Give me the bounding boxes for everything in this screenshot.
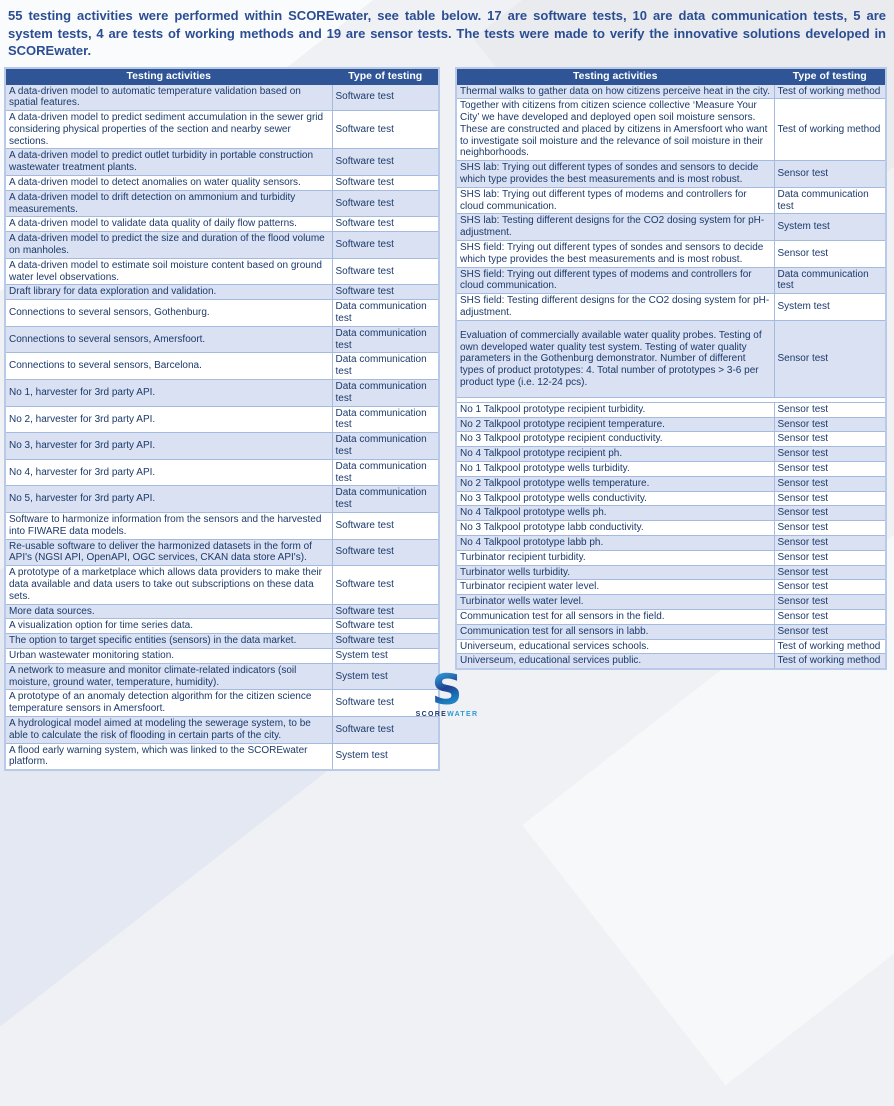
activity-cell: SHS field: Trying out different types of sondes and sensors to decide which type provides the best measurements and is most robust. — [456, 241, 774, 268]
activity-cell: Connections to several sensors, Gothenburg. — [5, 300, 332, 327]
type-cell: Sensor test — [774, 506, 886, 521]
svg-text:S: S — [431, 665, 463, 714]
column-header-type: Type of testing — [774, 68, 886, 85]
type-cell: Sensor test — [774, 447, 886, 462]
type-cell: Sensor test — [774, 595, 886, 610]
type-cell: Test of working method — [774, 654, 886, 669]
table-row — [5, 459, 439, 486]
type-cell: Sensor test — [774, 241, 886, 268]
activity-cell: Together with citizens from citizen science collective ‘Measure Your City’ we have developed and deployed open soil moisture sensors. These are constructed and placed by citizens in Amersfoort who want to investigate soil moisture and the relevance of soil moisture in their neighborhoods. — [456, 99, 774, 161]
activity-cell: A data-driven model to predict sediment accumulation in the sewer grid considering physical properties of the section and nearby sewer sections. — [5, 111, 332, 149]
type-cell: Sensor test — [774, 580, 886, 595]
type-cell: Software test — [332, 634, 439, 649]
type-cell: Software test — [332, 690, 439, 717]
table-row — [456, 402, 886, 417]
activity-cell: No 1, harvester for 3rd party API. — [5, 380, 332, 407]
activity-cell: No 1 Talkpool prototype recipient turbidity. — [456, 402, 774, 417]
activity-cell: SHS lab: Trying out different types of modems and controllers for cloud communication. — [456, 187, 774, 214]
table-header-row — [456, 68, 886, 85]
table-row — [5, 84, 439, 111]
type-cell: Data communication test — [332, 486, 439, 513]
type-cell: Software test — [332, 285, 439, 300]
activity-cell: A data-driven model to estimate soil moisture content based on ground water level observations. — [5, 258, 332, 285]
type-cell: Sensor test — [774, 462, 886, 477]
table-row — [456, 595, 886, 610]
activity-cell: Universeum, educational services schools. — [456, 639, 774, 654]
column-header-type: Type of testing — [332, 68, 439, 85]
activity-cell: Software to harmonize information from the sensors and the harvested into FIWARE data models. — [5, 513, 332, 540]
activity-cell: SHS field: Testing different designs for the CO2 dosing system for pH-adjustment. — [456, 294, 774, 321]
table-row — [5, 380, 439, 407]
type-cell: Software test — [332, 149, 439, 176]
type-cell: Software test — [332, 176, 439, 191]
table-row — [456, 267, 886, 294]
activity-cell: Connections to several sensors, Amersfoort. — [5, 326, 332, 353]
type-cell: Software test — [332, 716, 439, 743]
type-cell: Test of working method — [774, 99, 886, 161]
type-cell: Software test — [332, 232, 439, 259]
activity-cell: A network to measure and monitor climate-related indicators (soil moisture, ground water, temperature, humidity). — [5, 663, 332, 690]
activity-cell: No 3, harvester for 3rd party API. — [5, 433, 332, 460]
table-row — [5, 566, 439, 604]
activity-cell: No 4, harvester for 3rd party API. — [5, 459, 332, 486]
column-header-activities: Testing activities — [456, 68, 774, 85]
type-cell: Sensor test — [774, 402, 886, 417]
type-cell: Data communication test — [332, 433, 439, 460]
activity-cell: Re-usable software to deliver the harmonized datasets in the form of API's (NGSI API, OpenAPI, OGC services, CKAN data store API's). — [5, 539, 332, 566]
table-row — [5, 149, 439, 176]
type-cell: Software test — [332, 258, 439, 285]
table-row — [5, 285, 439, 300]
activity-cell: No 3 Talkpool prototype labb conductivity. — [456, 521, 774, 536]
table-row — [456, 320, 886, 397]
table-row — [5, 232, 439, 259]
intro-text: 55 testing activities were performed within SCOREwater, see table below. 17 are software tests, 10 are data communication tests, 5 are system tests, 4 are tests of working methods and 19 are sensor tests. The tests were made to verify the innovative solutions developed in SCOREwater. — [8, 8, 886, 58]
type-cell: Sensor test — [774, 521, 886, 536]
type-cell: System test — [332, 663, 439, 690]
table-row — [5, 111, 439, 149]
table-row — [456, 536, 886, 551]
table-row — [5, 300, 439, 327]
table-row — [5, 406, 439, 433]
activity-cell: A data-driven model to validate data quality of daily flow patterns. — [5, 217, 332, 232]
table-row — [456, 462, 886, 477]
activity-cell: No 4 Talkpool prototype recipient ph. — [456, 447, 774, 462]
activity-cell: Communication test for all sensors in the field. — [456, 609, 774, 624]
table-row — [456, 417, 886, 432]
activity-cell: A hydrological model aimed at modeling the sewerage system, to be able to calculate the risk of flooding in certain parts of the city. — [5, 716, 332, 743]
type-cell: Sensor test — [774, 491, 886, 506]
table-row — [456, 580, 886, 595]
activity-cell: A data-driven model to drift detection on ammonium and turbidity measurements. — [5, 190, 332, 217]
activity-cell: Communication test for all sensors in labb. — [456, 624, 774, 639]
type-cell: Software test — [332, 566, 439, 604]
table-row — [456, 99, 886, 161]
type-cell: Data communication test — [332, 326, 439, 353]
column-header-activities: Testing activities — [5, 68, 332, 85]
type-cell: Data communication test — [332, 459, 439, 486]
activity-cell: A flood early warning system, which was linked to the SCOREwater platform. — [5, 743, 332, 770]
scorewater-logo — [0, 666, 894, 718]
table-row — [5, 486, 439, 513]
type-cell: System test — [332, 743, 439, 770]
type-cell: Sensor test — [774, 432, 886, 447]
table-row — [5, 513, 439, 540]
type-cell: Sensor test — [774, 565, 886, 580]
table-row — [5, 217, 439, 232]
logo-s-icon — [427, 665, 467, 714]
type-cell: Software test — [332, 604, 439, 619]
activity-cell: A prototype of an anomaly detection algorithm for the citizen science temperature sensors in Amersfoort. — [5, 690, 332, 717]
activity-cell: A visualization option for time series data. — [5, 619, 332, 634]
activity-cell: SHS field: Trying out different types of modems and controllers for cloud communication. — [456, 267, 774, 294]
activity-cell: Turbinator wells turbidity. — [456, 565, 774, 580]
table-row — [456, 609, 886, 624]
table-row — [456, 550, 886, 565]
table-row — [456, 565, 886, 580]
type-cell: System test — [332, 648, 439, 663]
type-cell: Sensor test — [774, 417, 886, 432]
table-row — [456, 624, 886, 639]
activity-cell: Universeum, educational services public. — [456, 654, 774, 669]
activity-cell: Evaluation of commercially available water quality probes. Testing of own developed water quality test system. Testing of water quality parameters in the Gothenburg demonstrator. Number of different types of product prototypes: 4. Total number of prototypes > 3-6 per product type (i.e. 12-24 pcs). — [456, 320, 774, 397]
table-row — [456, 84, 886, 99]
activity-cell: No 2 Talkpool prototype recipient temperature. — [456, 417, 774, 432]
page-content — [0, 7, 894, 771]
table-row — [456, 294, 886, 321]
table-row — [5, 433, 439, 460]
table-row — [456, 447, 886, 462]
table-row — [5, 190, 439, 217]
type-cell: System test — [774, 294, 886, 321]
type-cell: Data communication test — [774, 267, 886, 294]
type-cell: Sensor test — [774, 550, 886, 565]
type-cell: Software test — [332, 190, 439, 217]
type-cell: Test of working method — [774, 84, 886, 99]
testing-table-right — [455, 67, 887, 671]
activity-cell: No 2 Talkpool prototype wells temperature. — [456, 476, 774, 491]
table-row — [456, 187, 886, 214]
type-cell: Software test — [332, 513, 439, 540]
type-cell: Sensor test — [774, 609, 886, 624]
type-cell: Data communication test — [774, 187, 886, 214]
table-row — [456, 491, 886, 506]
logo-wordmark-water: WATER — [447, 711, 479, 718]
table-row — [5, 716, 439, 743]
type-cell: Software test — [332, 619, 439, 634]
table-row — [5, 326, 439, 353]
logo-wordmark-score: SCORE — [415, 711, 448, 718]
activity-cell: A data-driven model to detect anomalies on water quality sensors. — [5, 176, 332, 191]
table-row — [5, 539, 439, 566]
activity-cell: No 4 Talkpool prototype wells ph. — [456, 506, 774, 521]
table-row — [5, 258, 439, 285]
table-row — [456, 521, 886, 536]
activity-cell: More data sources. — [5, 604, 332, 619]
table-row — [5, 634, 439, 649]
activity-cell: No 5, harvester for 3rd party API. — [5, 486, 332, 513]
activity-cell: Connections to several sensors, Barcelona. — [5, 353, 332, 380]
logo-wordmark — [0, 711, 894, 718]
type-cell: Sensor test — [774, 320, 886, 397]
type-cell: Test of working method — [774, 639, 886, 654]
activity-cell: No 3 Talkpool prototype wells conductivity. — [456, 491, 774, 506]
table-row — [5, 619, 439, 634]
table-row — [456, 476, 886, 491]
type-cell: Data communication test — [332, 380, 439, 407]
type-cell: Software test — [332, 539, 439, 566]
table-row — [456, 639, 886, 654]
activity-cell: The option to target specific entities (sensors) in the data market. — [5, 634, 332, 649]
activity-cell: SHS lab: Testing different designs for the CO2 dosing system for pH-adjustment. — [456, 214, 774, 241]
table-row — [5, 743, 439, 770]
type-cell: Data communication test — [332, 353, 439, 380]
type-cell: Software test — [332, 84, 439, 111]
activity-cell: Turbinator recipient turbidity. — [456, 550, 774, 565]
type-cell: Sensor test — [774, 536, 886, 551]
activity-cell: Turbinator wells water level. — [456, 595, 774, 610]
type-cell: Data communication test — [332, 300, 439, 327]
table-row — [5, 604, 439, 619]
type-cell: Sensor test — [774, 624, 886, 639]
table-row — [456, 432, 886, 447]
activity-cell: A data-driven model to automatic temperature validation based on spatial features. — [5, 84, 332, 111]
type-cell: Software test — [332, 217, 439, 232]
activity-cell: Urban wastewater monitoring station. — [5, 648, 332, 663]
table-row — [456, 241, 886, 268]
activity-cell: A data-driven model to predict outlet turbidity in portable construction wastewater treatment plants. — [5, 149, 332, 176]
activity-cell: No 2, harvester for 3rd party API. — [5, 406, 332, 433]
table-row — [5, 353, 439, 380]
activity-cell: Thermal walks to gather data on how citizens perceive heat in the city. — [456, 84, 774, 99]
table-row — [5, 176, 439, 191]
activity-cell: SHS lab: Trying out different types of sondes and sensors to decide which type provides the best measurements and is most robust. — [456, 161, 774, 188]
activity-cell: Draft library for data exploration and validation. — [5, 285, 332, 300]
type-cell: Sensor test — [774, 161, 886, 188]
type-cell: Data communication test — [332, 406, 439, 433]
type-cell: System test — [774, 214, 886, 241]
table-row — [456, 161, 886, 188]
type-cell: Software test — [332, 111, 439, 149]
activity-cell: A data-driven model to predict the size and duration of the flood volume on manholes. — [5, 232, 332, 259]
activity-cell: No 3 Talkpool prototype recipient conductivity. — [456, 432, 774, 447]
activity-cell: Turbinator recipient water level. — [456, 580, 774, 595]
activity-cell: No 4 Talkpool prototype labb ph. — [456, 536, 774, 551]
activity-cell: A prototype of a marketplace which allows data providers to make their data available and data users to take out subscriptions on these data sets. — [5, 566, 332, 604]
type-cell: Sensor test — [774, 476, 886, 491]
table-row — [5, 648, 439, 663]
table-header-row — [5, 68, 439, 85]
table-row — [456, 506, 886, 521]
table-row — [456, 214, 886, 241]
activity-cell: No 1 Talkpool prototype wells turbidity. — [456, 462, 774, 477]
